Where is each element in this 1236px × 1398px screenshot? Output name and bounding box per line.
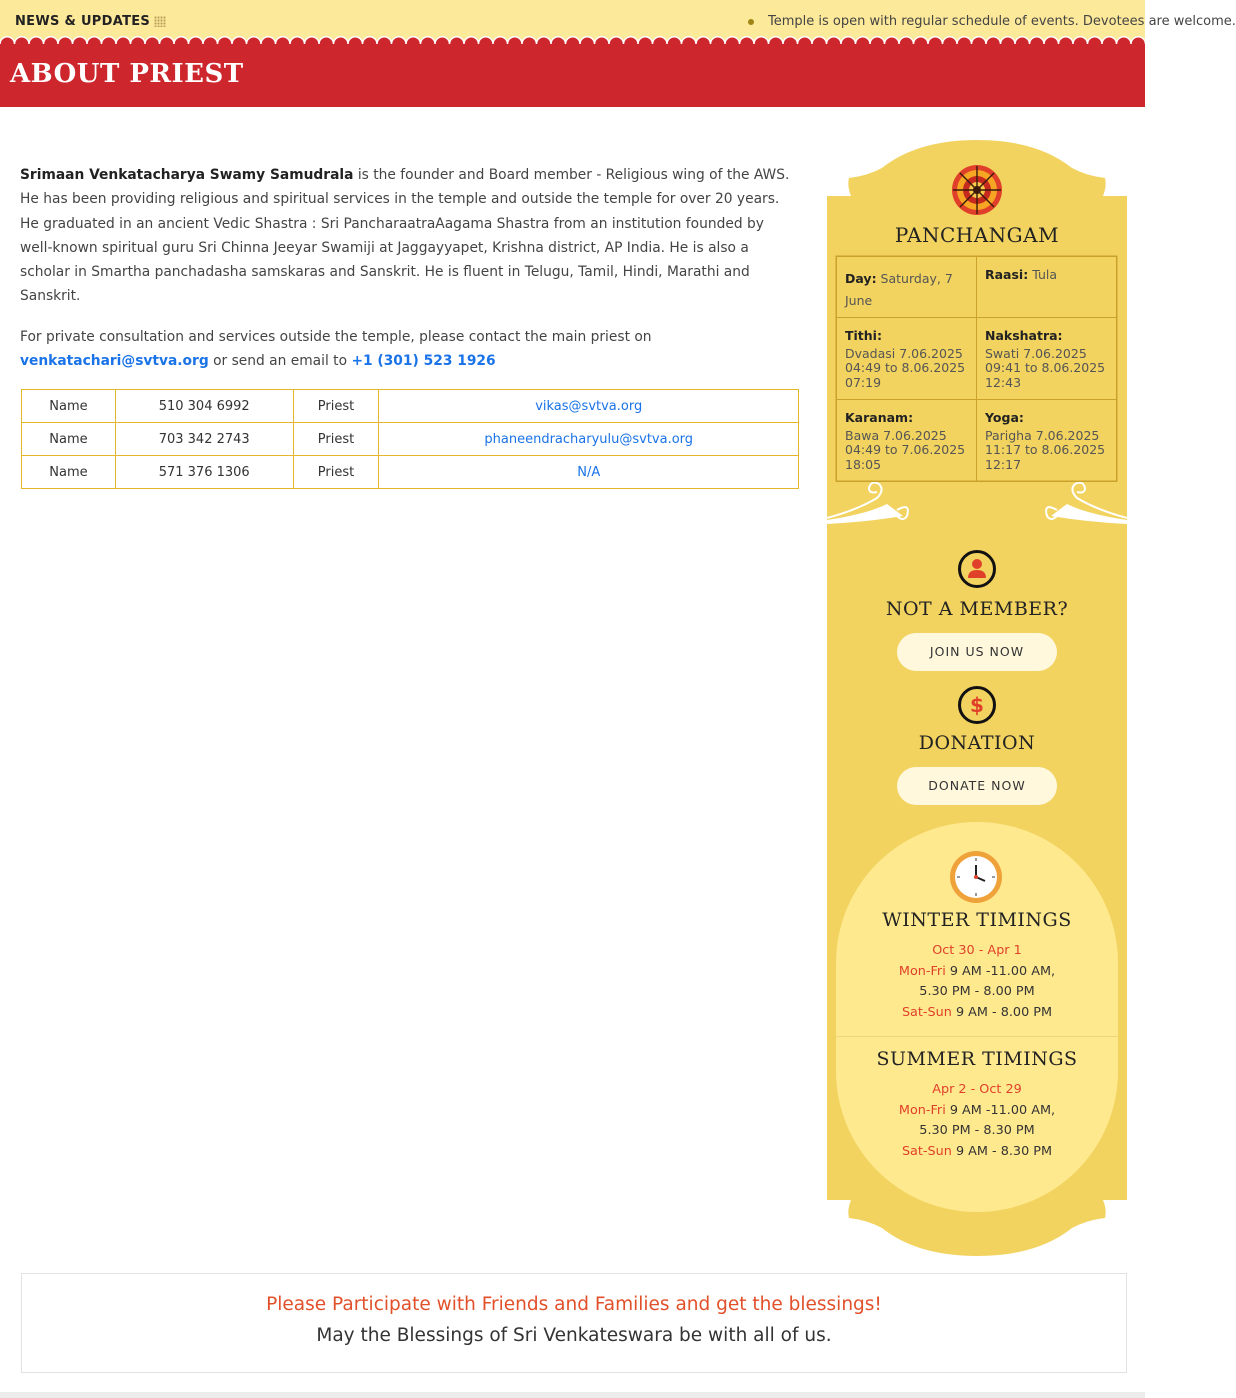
table-row — [837, 257, 1117, 318]
about-content — [20, 163, 800, 389]
contact-mid: or send an email to — [208, 353, 352, 370]
summer-heading: SUMMER TIMINGS — [876, 1048, 1078, 1070]
priest-role-cell: Priest — [293, 456, 379, 489]
karanam-value: Bawa 7.06.2025 04:49 to 7.06.2025 18:05 — [845, 427, 966, 472]
summer-weekend-hours: 9 AM - 8.30 PM — [951, 1143, 1053, 1159]
title-band — [0, 50, 1145, 107]
summer-range: Apr 2 - Oct 29 — [932, 1082, 1022, 1097]
priest-email-cell — [379, 456, 799, 489]
tithi-value: Dvadasi 7.06.2025 04:49 to 8.06.2025 07:19 — [845, 345, 966, 390]
bullet-icon — [748, 19, 754, 25]
contact-paragraph — [20, 325, 800, 374]
summer-weekday — [827, 1101, 1127, 1122]
priest-name: Srimaan Venkatacharya Swamy Samudrala — [20, 167, 354, 183]
priest-table — [21, 389, 799, 489]
timings-divider — [836, 1036, 1118, 1037]
nakshatra-value: Swati 7.06.2025 09:41 to 8.06.2025 12:43 — [985, 345, 1106, 390]
blessings-line-2: May the Blessings of Sri Venkateswara be with all of us. — [316, 1325, 832, 1346]
news-label — [15, 14, 166, 29]
priest-phone-cell: 571 376 1306 — [115, 456, 293, 489]
blessings-box — [21, 1273, 1127, 1373]
contact-email-link[interactable]: venkatachari@svtva.org — [20, 353, 209, 370]
dollar-symbol: $ — [970, 693, 984, 717]
winter-timings — [827, 941, 1127, 1023]
zodiac-wheel-icon — [951, 164, 1003, 216]
raasi-value: Tula — [1028, 267, 1058, 282]
day-label: Day: — [845, 271, 877, 286]
user-icon — [958, 550, 996, 588]
clock-icon — [949, 850, 1003, 904]
summer-weekend-label: Sat-Sun — [901, 1143, 952, 1159]
bottom-strip — [0, 1392, 1145, 1398]
panchangam-yoga-cell — [977, 400, 1117, 482]
table-row — [837, 318, 1117, 400]
yoga-value: Parigha 7.06.2025 11:17 to 8.06.2025 12:17 — [985, 427, 1106, 472]
donation-heading: DONATION — [918, 732, 1036, 754]
donate-now-button[interactable]: DONATE NOW — [897, 767, 1057, 805]
panchangam-raasi-cell — [977, 257, 1117, 318]
summer-timings — [827, 1080, 1127, 1162]
panchangam-day-cell — [837, 257, 977, 318]
scallop-border — [0, 36, 1145, 50]
news-ticker[interactable] — [748, 14, 1236, 29]
priest-phone-cell: 703 342 2743 — [115, 423, 293, 456]
dots-icon — [154, 16, 166, 27]
priest-email-cell — [379, 423, 799, 456]
news-label-text: NEWS & UPDATES — [15, 14, 151, 29]
priest-bio-text: is the founder and Board member - Religious wing of the AWS. He has been providing religious and spiritual services in the temple and outside the temple for over 20 years. He graduated in an ancient Vedic Shastra : Sri PancharaatraAagama Shastra from an institution founded by well-known spiritual guru Sri Chinna Jeeyar Swamiji at Jaggayyapet, Krishna district, AP India. He is also a scholar in Smartha panchadasha samskaras and Sanskrit. He is fluent in Telugu, Tamil, Hindi, Marathi and Sanskrit. — [20, 167, 790, 305]
day-value: Saturday, 7 June — [845, 271, 953, 308]
priest-name-cell: Name — [22, 423, 116, 456]
priest-email-link[interactable]: phaneendracharyulu@svtva.org — [484, 431, 694, 447]
tithi-label: Tithi: — [845, 328, 882, 343]
sidebar — [827, 138, 1127, 1260]
karanam-label: Karanam: — [845, 410, 914, 425]
contact-intro: For private consultation and services outside the temple, please contact the main priest on — [20, 328, 652, 345]
join-us-button[interactable]: JOIN US NOW — [897, 633, 1057, 671]
table-row — [22, 423, 799, 456]
panchangam-heading: PANCHANGAM — [894, 223, 1060, 247]
priest-email-cell — [379, 390, 799, 423]
table-row — [22, 390, 799, 423]
winter-weekend — [827, 1003, 1127, 1024]
panchangam-karanam-cell — [837, 400, 977, 482]
winter-weekend-hours: 9 AM - 8.00 PM — [951, 1004, 1053, 1020]
nakshatra-label: Nakshatra: — [985, 328, 1063, 343]
winter-weekday-label: Mon-Fri — [898, 963, 946, 979]
priest-bio — [20, 163, 800, 309]
summer-weekday-hours: 9 AM -11.00 AM, — [945, 1102, 1056, 1118]
priest-role-cell: Priest — [293, 423, 379, 456]
priest-name-cell: Name — [22, 390, 116, 423]
table-row — [22, 456, 799, 489]
summer-weekend — [827, 1142, 1127, 1163]
panchangam-table — [836, 256, 1117, 482]
winter-weekend-label: Sat-Sun — [901, 1004, 952, 1020]
summer-weekday-label: Mon-Fri — [898, 1102, 946, 1118]
summer-weekday-hours2: 5.30 PM - 8.30 PM — [919, 1123, 1035, 1138]
blessings-line-1: Please Participate with Friends and Families and get the blessings! — [266, 1294, 882, 1315]
priest-email-link[interactable]: N/A — [577, 464, 601, 480]
winter-weekday-hours2: 5.30 PM - 8.00 PM — [919, 984, 1035, 999]
winter-weekday — [827, 962, 1127, 983]
priest-email-link[interactable]: vikas@svtva.org — [535, 398, 643, 414]
yoga-label: Yoga: — [985, 410, 1024, 425]
news-ticker-text: Temple is open with regular schedule of events. Devotees are welcome. — [768, 14, 1236, 29]
page-title: ABOUT PRIEST — [10, 59, 244, 89]
winter-weekday-hours: 9 AM -11.00 AM, — [945, 963, 1056, 979]
member-heading: NOT A MEMBER? — [885, 598, 1069, 620]
winter-range: Oct 30 - Apr 1 — [932, 943, 1022, 958]
raasi-label: Raasi: — [985, 267, 1029, 282]
panchangam-nakshatra-cell — [977, 318, 1117, 400]
panchangam-tithi-cell — [837, 318, 977, 400]
dollar-icon — [958, 686, 996, 724]
table-row — [837, 400, 1117, 482]
contact-phone-link[interactable]: +1 (301) 523 1926 — [351, 353, 496, 370]
priest-name-cell: Name — [22, 456, 116, 489]
priest-phone-cell: 510 304 6992 — [115, 390, 293, 423]
priest-role-cell: Priest — [293, 390, 379, 423]
winter-heading: WINTER TIMINGS — [882, 909, 1072, 931]
